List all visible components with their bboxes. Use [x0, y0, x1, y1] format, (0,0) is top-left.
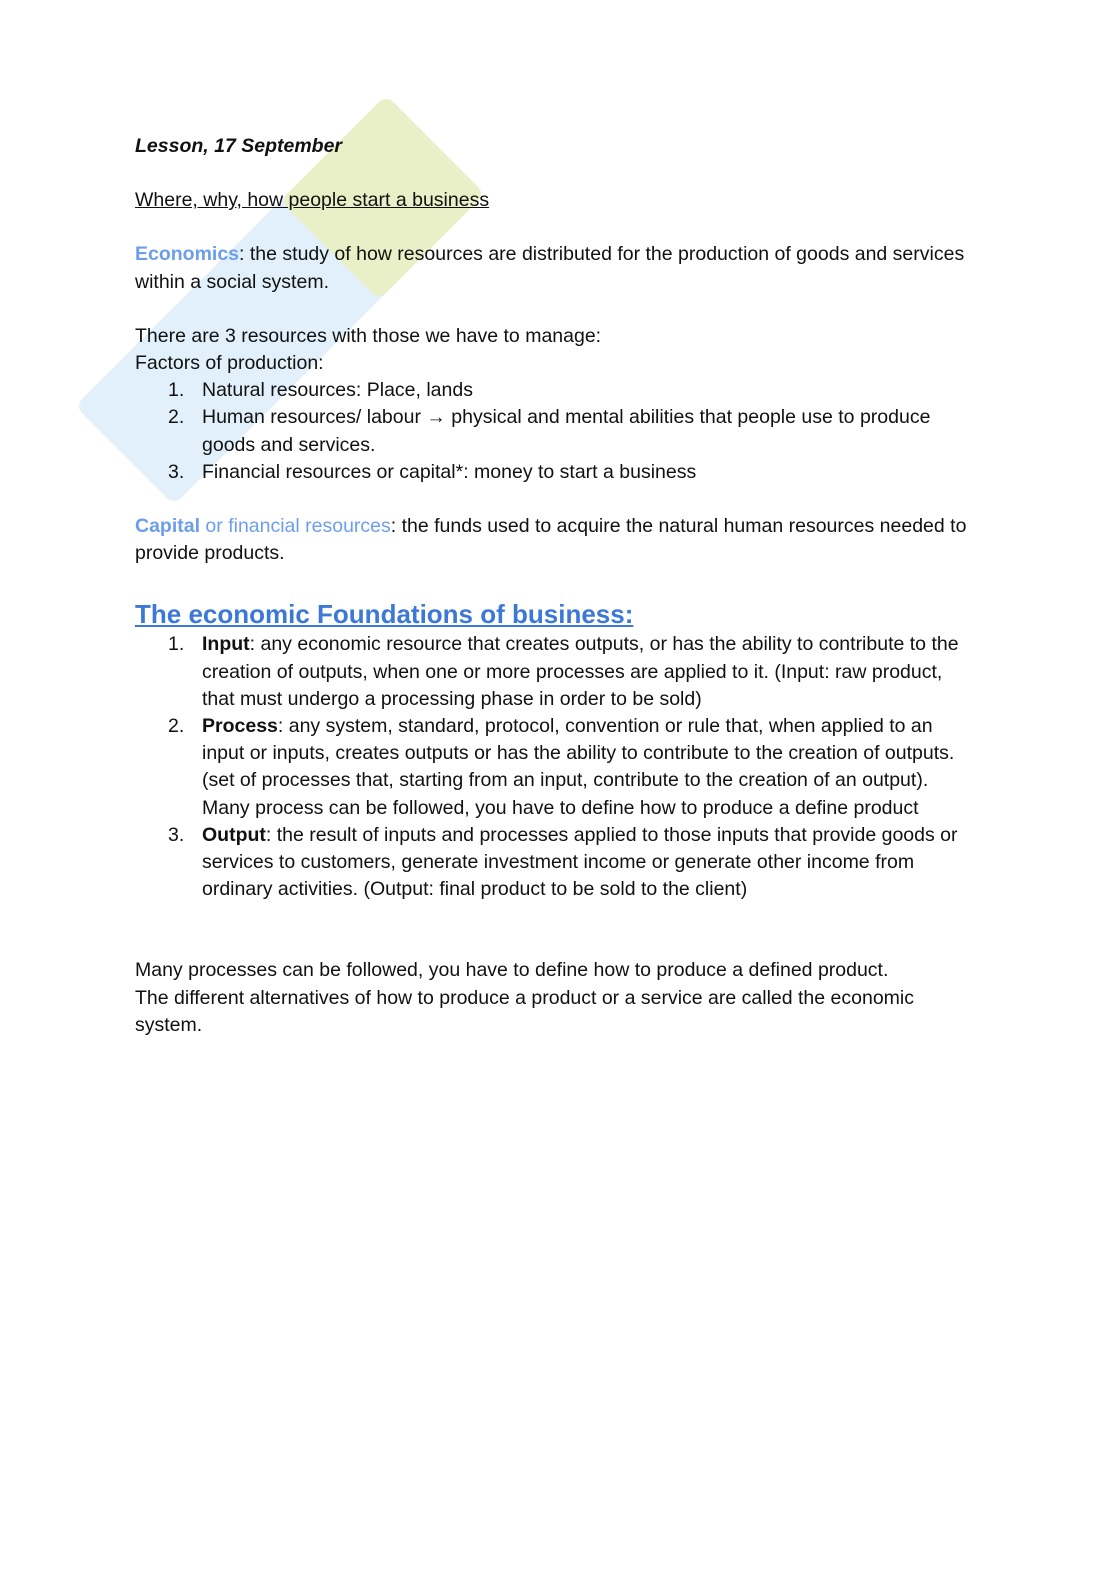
lesson-subtitle: Where, why, how people start a business — [135, 189, 490, 212]
list-item-text: Natural resources: Place, lands — [202, 379, 473, 402]
list-item-term: Process — [202, 715, 278, 738]
capital-term: Capital — [135, 515, 201, 538]
capital-definition-text: : the funds used to acquire the natural human resources needed to provide products. — [135, 515, 967, 565]
resources-intro: There are 3 resources with those we have to manage: — [135, 324, 602, 347]
list-item — [135, 377, 980, 404]
list-item-text: Human resources/ labour → physical and mental abilities that people use to produce goods and services. — [202, 406, 931, 456]
list-item-number: 1. — [168, 379, 185, 402]
closing-line-1: Many processes can be followed, you have to define how to produce a defined product. — [135, 959, 889, 982]
list-item-number: 3. — [168, 823, 185, 846]
list-item-text: : any economic resource that creates outputs, or has the ability to contribute to the creation of outputs, when one or more processes are applied to it. (Input: raw product, that must undergo a processing phase in order to be sold) — [202, 633, 959, 710]
factors-label: Factors of production: — [135, 352, 324, 375]
list-item — [135, 404, 980, 458]
foundations-list — [135, 631, 980, 903]
list-item-text: Financial resources or capital*: money to start a business — [202, 460, 697, 483]
list-item-text: : any system, standard, protocol, convention or rule that, when applied to an input or inputs, creates outputs or has the ability to contribute to the creation of outputs. (set of processes that, starting from an input, contribute to the creation of an output). Many process can be followed, you have to define how to produce a define product — [202, 715, 955, 819]
section-heading: The economic Foundations of business: — [135, 599, 634, 630]
list-item-term: Output — [202, 823, 266, 846]
list-item-number: 3. — [168, 460, 185, 483]
economics-definition-text: : the study of how resources are distributed for the production of goods and services within a social system. — [135, 243, 965, 293]
lesson-title: Lesson, 17 September — [135, 135, 342, 157]
capital-term-rest: or financial resources — [200, 515, 391, 538]
economics-term: Economics — [135, 243, 240, 266]
list-item — [135, 713, 980, 822]
list-item-number: 1. — [168, 633, 185, 656]
closing-line-2: The different alternatives of how to produce a product or a service are called the economic system. — [135, 986, 914, 1036]
list-item-number: 2. — [168, 715, 185, 738]
economics-definition — [135, 241, 980, 295]
list-item-number: 2. — [168, 406, 185, 429]
list-item — [135, 822, 980, 904]
document-page — [135, 133, 980, 1039]
list-item-text: : the result of inputs and processes applied to those inputs that provide goods or services to customers, generate investment income or generate other income from ordinary activities. (Output: final product to be sold to the client) — [202, 823, 958, 901]
factors-list — [135, 377, 980, 486]
list-item — [135, 459, 980, 486]
capital-definition — [135, 513, 980, 567]
list-item — [135, 631, 980, 713]
list-item-term: Input — [202, 633, 250, 656]
